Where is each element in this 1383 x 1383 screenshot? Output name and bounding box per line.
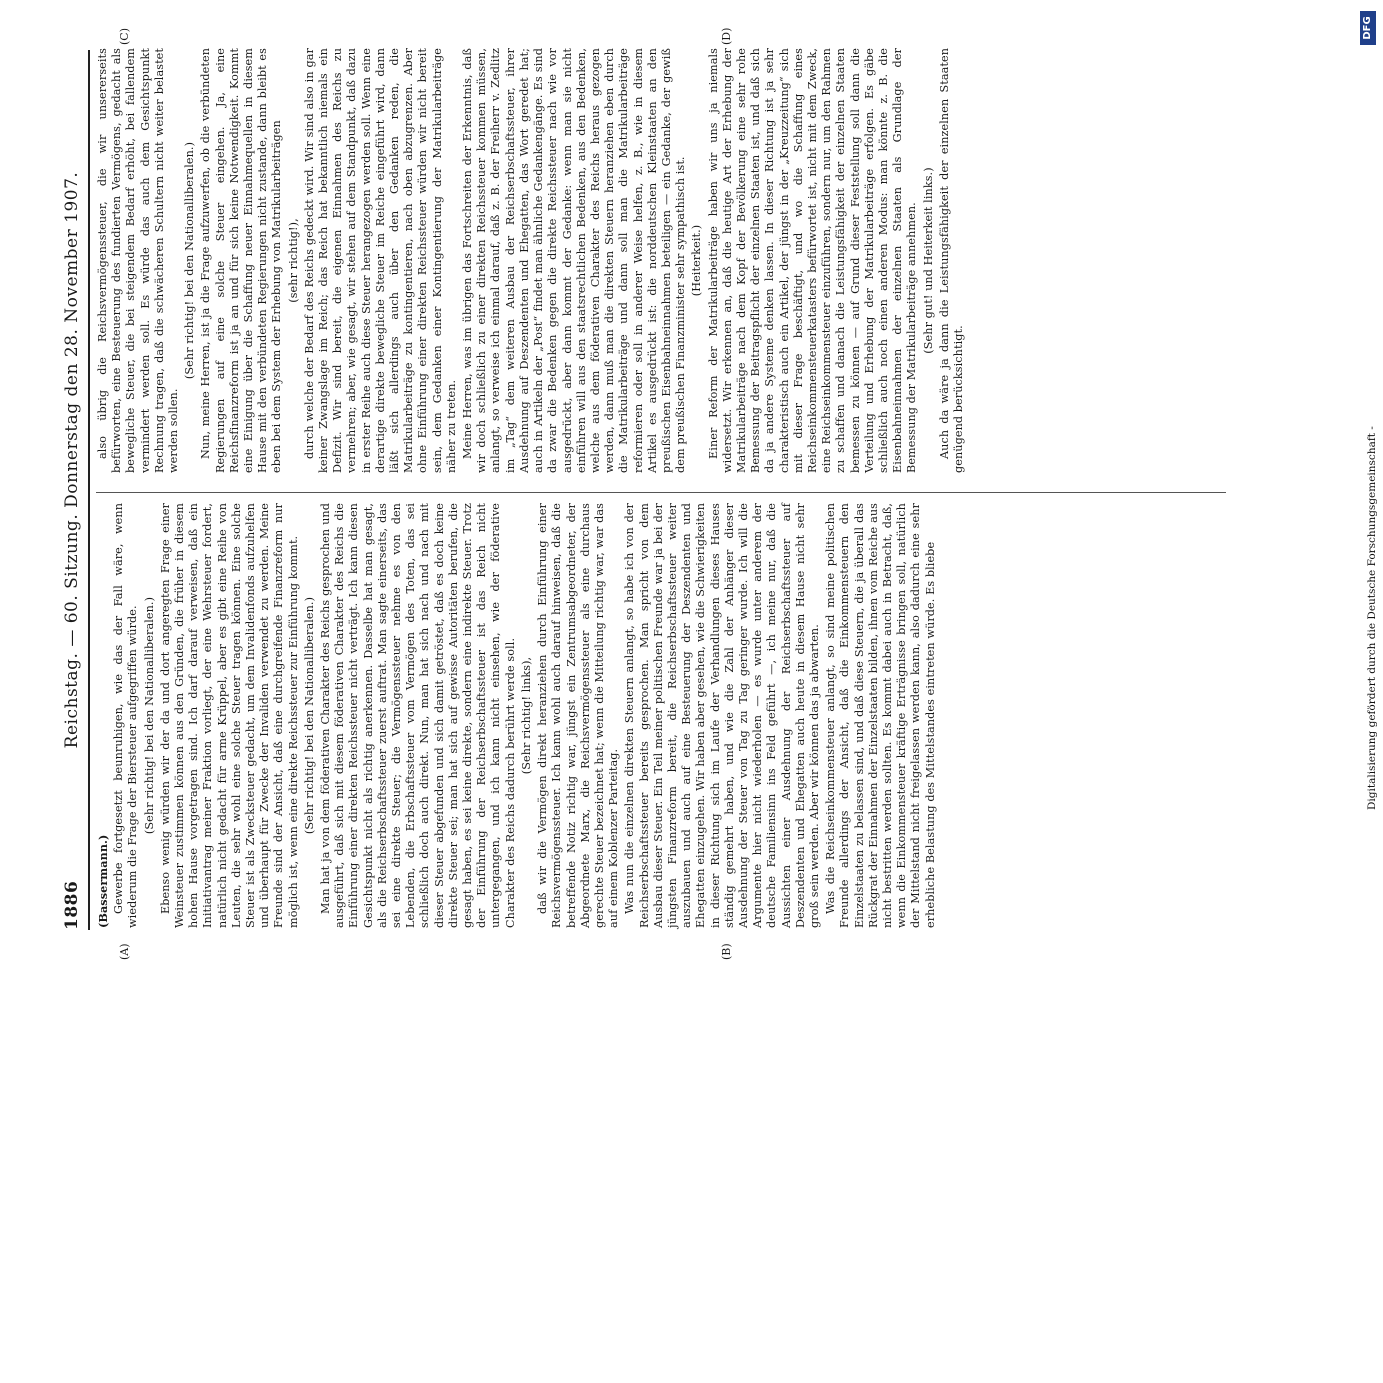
page-title: Reichstag. — 60. Sitzung. Donnerstag den 28. November 1907. (62, 171, 82, 749)
paragraph: also übrig die Reichsvermögenssteuer, die wir unsererseits befürworten, eine Besteuerung des fundierten Vermögens, gedacht als bewegliche Steuer, die bei steigendem Bedarf erhöht, bei fallendem vermindert werden soll. Es würde das auch dem Gesichtspunkt Rechnung tragen, daß die schwächeren Schultern nicht weiter belastet werden sollen. (96, 48, 181, 473)
interjection: (Sehr gut! und Heiterkeit links.) (921, 167, 935, 354)
margin-mark-c: (C) (118, 28, 131, 45)
page-header (62, 50, 86, 930)
margin-mark-a: (A) (118, 943, 131, 960)
interjection: (Sehr richtig! links), (519, 656, 533, 775)
paragraph: Was nun die einzelnen direkten Steuern anlangt, so habe ich von der Reichserbschaftssteuer bereits gesprochen. Man spricht von dem Ausbau dieser Steuer. Ein Teil meiner politischen Freunde war ja bei der jüngsten Finanzreform bereit, die Reichserbschaftssteuer weiter auszubauen und auch auf eine Besteuerung der Deszendenten und Ehegatten einzugehen. Wir haben aber gesehen, wie die Schwierigkeiten in dieser Richtung sich im Laufe der Verhandlungen dieses Hauses ständig gemehrt haben, und wie die Zahl der Anhänger dieser Ausdehnung der Steuer von Tag zu Tag geringer wurde. Ich will die Argumente hier nicht wiederholen — es wurde unter anderem der deutsche Familiensinn ins Feld geführt —, ich meine nur, daß die Aussichten einer Ausdehnung der Reichserbschaftssteuer auf Deszendenten und Ehegatten auch heute in diesem Hause nicht sehr groß sein werden. Aber wir können das ja abwarten. (623, 503, 821, 928)
paragraph: Nun, meine Herren, ist ja die Frage aufzuwerfen, ob die verbündeten Regierungen auf eine solche Steuer eingehen. Ja, eine Reichsfinanzreform ist ja an und für sich keine Notwendigkeit. Kommt eine Einigung über die Schaffung neuer Einnahmequellen in diesem Hause mit den verbündeten Regierungen nicht zustande, dann bleibt es eben bei dem System der Erhebung von Matrikularbeiträgen (199, 48, 284, 473)
digitization-note: Digitalisierung gefördert durch die Deutsche Forschungsgemeinschaft - (1366, 426, 1378, 810)
interjection: (sehr richtig!), (286, 218, 300, 303)
paragraph: Ebenso wenig würden wir der da und dort angeregten Frage einer Weinsteuer zustimmen können aus den Gründen, die früher in diesem hohen Hause vorgetragen sind. Ich darf darauf verweisen, daß ein Initiativantrag meiner Fraktion vorliegt, der eine Wehrsteuer fordert, natürlich nicht gedacht für arme Krüppel, aber es gibt eine Reihe von Leuten, die sehr wohl eine solche Steuer tragen können. Eine solche Steuer ist als Zwecksteuer gedacht, um dem Invalidenfonds aufzuhelfen und überhaupt für Zwecke der Invaliden verwendet zu werden. Meine Freunde sind der Ansicht, daß eine durchgreifende Finanzreform nur möglich ist, wenn eine direkte Reichssteuer zur Einführung kommt. (158, 503, 300, 928)
paragraph: Man hat ja von dem föderativen Charakter des Reichs gesprochen und ausgeführt, daß sich mit diesem föderativen Charakter des Reichs die Einführung einer direkten Reichssteuer nicht verträgt. Ich kann diesen Gesichtspunkt nicht als richtig anerkennen. Dasselbe hat man gesagt, als die Reichserbschaftssteuer zuerst auftrat. Man sagte einerseits, das sei eine direkte Steuer; die Vermögenssteuer nehme es von den Lebenden, die Erbschaftssteuer vom Vermögen des Toten, das sei schließlich doch auch direkt. Nun, man hat sich nach und nach mit dieser Steuer abgefunden und sich damit getröstet, daß es doch keine direkte Steuer sei; man hat sich auf gewisse Autoritäten berufen, die gesagt haben, es sei keine direkte, sondern eine indirekte Steuer. Trotz der Einführung der Reichserbschaftssteuer ist das Reich nicht untergegangen, und ich kann nicht einsehen, wie der föderative Charakter des Reichs dadurch berührt werde soll. (319, 503, 517, 928)
paragraph: durch welche der Bedarf des Reichs gedeckt wird. Wir sind also in gar keiner Zwangslage im Reich; das Reich hat bekanntlich niemals ein Defizit. Wir sind bereit, die eigenen Einnahmen des Reichs zu vermehren; aber, wie gesagt, wir stehen auf dem Standpunkt, daß dazu in erster Reihe auch diese Steuer herangezogen werden soll. Wenn eine derartige direkte bewegliche Steuer im Reiche eingeführt wird, dann läßt sich allerdings auch über den Gedanken reden, die Matrikularbeiträge zu kontingentieren, nach oben abzugrenzen. Aber ohne Einführung einer direkten Reichssteuer würden wir nicht bereit sein, dem Gedanken einer Kontingentierung der Matrikularbeiträge näher zu treten. (302, 48, 458, 473)
interjection: (Sehr richtig! bei den Nationalliberalen.) (302, 596, 316, 835)
interjection: (Sehr richtig! bei den Nationalliberalen.) (183, 141, 197, 380)
page-number: 1886 (62, 880, 82, 930)
paragraph: Einer Reform der Matrikularbeiträge haben wir uns ja niemals widersetzt. Wir erkennen an, daß die heutige Art der Erhebung der Matrikularbeiträge nach dem Kopf der Bevölkerung eine sehr rohe Bemessung der Beitragspflicht der einzelnen Staaten ist, und daß sich da ja andere Systeme denken lassen. In dieser Richtung ist ja sehr charakteristisch auch ein Artikel, der jüngst in der „Kreuzzeitung“ sich mit dieser Frage beschäftigt, und wo die Schaffung eines Reichseinkommensteuerkatasters befürwortet ist, nicht mit dem Zweck, eine Reichseinkommensteuer einzuführen, sondern nur, um den Rahmen zu schaffen und danach die Leistungsfähigkeit der einzelnen Staaten bemessen zu können — auf Grund dieser Feststellung soll dann die Verteilung und Erhebung der Matrikularbeiträge erfolgen. Es gäbe schließlich auch noch einen anderen Modus: man könnte z. B. die Eisenbahneinnahmen der einzelnen Staaten als Grundlage der Bemessung der Matrikularbeiträge annehmen. (706, 48, 919, 473)
interjection: (Heiterkeit.) (690, 224, 704, 297)
speaker-name: (Bassermann.) (96, 834, 110, 928)
column-separator (96, 492, 1226, 493)
header-rule (88, 50, 90, 930)
paragraph: daß wir die Vermögen direkt heranziehen durch Einführung einer Reichsvermögenssteuer. Ich kann wohl auch darauf hinweisen, daß die betreffende Notiz richtig war, jüngst ein Zentrumsabgeordneter, der Abgeordnete Marx, die Reichsvermögenssteuer als eine durchaus gerechte Steuer bezeichnet hat; wenn die Mitteilung richtig war, war das auf einem Koblenzer Parteitag. (536, 503, 621, 928)
interjection: (Sehr richtig! bei den Nationalliberalen.) (142, 596, 156, 835)
paragraph: Auch da wäre ja dann die Leistungsfähigkeit der einzelnen Staaten genügend berücksichtigt. (937, 48, 965, 473)
right-column (96, 48, 968, 473)
paragraph: Meine Herren, was im übrigen das Fortschreiten der Erkenntnis, daß wir doch schließlich zu einer direkten Reichssteuer kommen müssen, anlangt, so verweise ich einmal darauf, daß z. B. der Freiherr v. Zedlitz im „Tag“ dem weiteren Ausbau der Reichserbschaftssteuer, ihrer Ausdehnung auf Deszendenten und Ehegatten, das Wort geredet hat; auch in Artikeln der „Post“ findet man ähnliche Gedankengänge. Es sind da zwar die Bedenken gegen die direkte Reichssteuer nach wie vor ausgedrückt, aber dann kommt der Gedanke: wenn man sie nicht einführen will aus den staatsrechtlichen Bedenken, aus den Bedenken, welche aus dem föderativen Charakter des Reichs heraus gezogen werden, dann muß man die direkten Steuern heranziehen eben durch die Matrikularbeiträge und dann soll man die Matrikularbeiträge reformieren oder soll in anderer Weise helfen, z. B., wie in diesem Artikel es ausgedrückt ist: die norddeutschen Kleinstaaten an den preußischen Eisenbahneinnahmen beteiligen — ein Gedanke, der gewiß dem preußischen Finanzminister sehr sympathisch ist. (461, 48, 688, 473)
paragraph: Gewerbe fortgesetzt beunruhigen, wie das der Fall wäre, wenn wiederum die Frage der Biersteuer aufgegriffen würde. (112, 503, 140, 928)
left-column (96, 503, 940, 928)
margin-mark-d: (D) (720, 27, 733, 45)
paragraph: Was die Reichseinkommensteuer anlangt, so sind meine politischen Freunde allerdings der Ansicht, daß die Einkommensteuern den Einzelstaaten zu belassen sind, und daß diese Steuern, die ja überall das Rückgrat der Einnahmen der Einzelstaaten bilden, ihnen vom Reiche aus nicht bestritten werden sollten. Es kommt dabei auch in Betracht, daß, wenn die Einkommensteuer kräftige Erträgnisse bringen soll, natürlich der Mittelstand nicht freigelassen werden kann, also dadurch eine sehr erhebliche Belastung des Mittelstandes eintreten würde. Es bliebe (824, 503, 937, 928)
margin-mark-b: (B) (720, 943, 733, 960)
dfg-logo: DFG (1360, 11, 1376, 45)
